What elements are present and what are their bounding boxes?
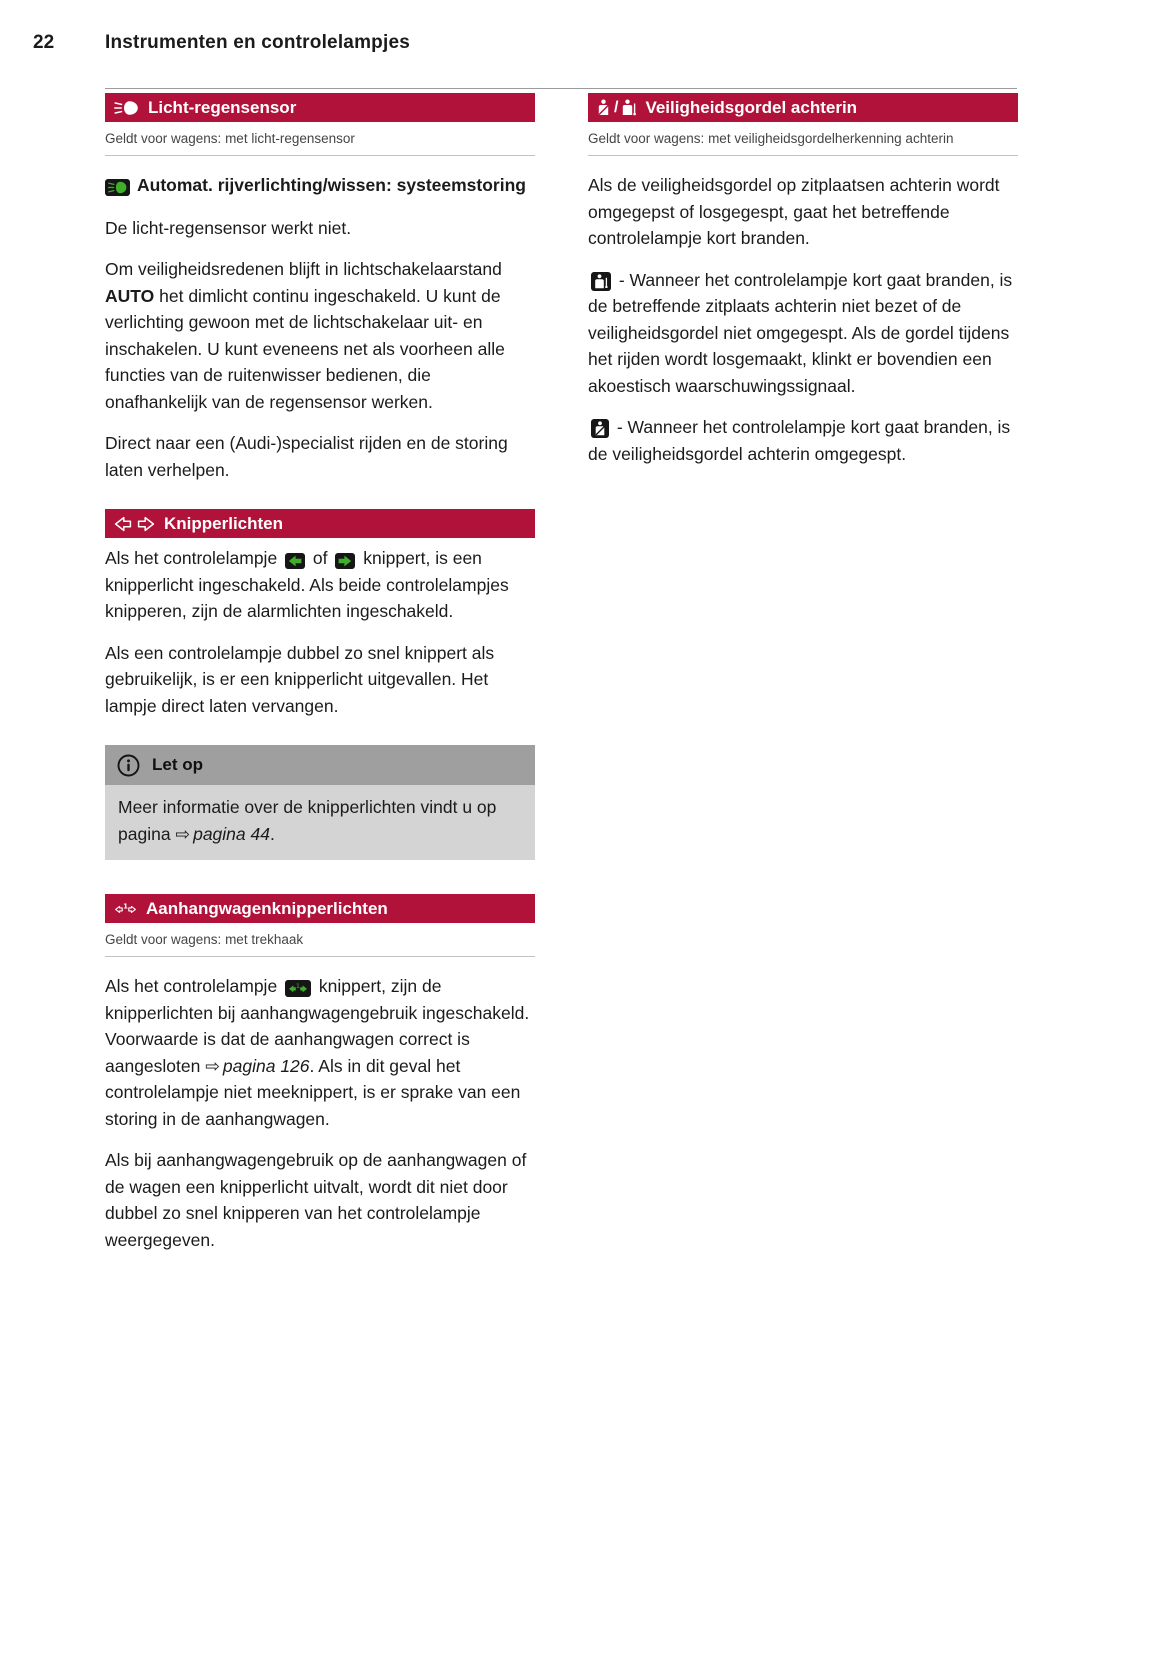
ref-arrow-icon: ⇨: [205, 1055, 220, 1076]
section-title: Licht-regensensor: [148, 97, 297, 117]
text-run: . Als in dit geval het controlelampje niet meeknippert, is er sprake van een storing in de aanhangwagen.: [105, 1055, 521, 1129]
text-run: of: [308, 548, 333, 568]
paragraph: [105, 545, 535, 625]
paragraph: [105, 215, 535, 242]
column-left: [105, 93, 535, 1279]
text-run: Als een controlelampje dubbel zo snel knippert als gebruikelijk, is er een knipperlicht uitgevallen. Het lampje direct laten vervangen.: [105, 642, 495, 716]
text-run: De licht-regensensor werkt niet.: [105, 217, 352, 238]
text-run: Automat. rijverlichting/wissen: systeemstoring: [137, 175, 526, 195]
info-icon: [117, 754, 140, 777]
section-title: Veiligheidsgordel achterin: [645, 97, 858, 117]
auto-light-wiper-icon: [105, 179, 130, 196]
section-title: Aanhangwagenknipperlichten: [146, 898, 388, 918]
ref-text: pagina 44: [193, 823, 270, 844]
section-knipperlichten: [105, 509, 535, 719]
page-header: [0, 30, 1165, 58]
page-reference: [205, 1056, 309, 1076]
applies-to-note: Geldt voor wagens: met trekhaak: [105, 930, 535, 957]
paragraph: [105, 256, 535, 415]
section-header-bar: [105, 509, 535, 538]
trailer-turn-signal-small-icon: [114, 902, 137, 916]
text-run: Als de veiligheidsgordel op zitplaatsen achterin wordt omgegepst of losgegespt, gaat het betreffende controlelampje kort branden.: [588, 175, 1000, 248]
applies-to-note: Geldt voor wagens: met veiligheidsgordelherkenning achterin: [588, 129, 1018, 156]
note-body: [105, 785, 535, 860]
icon-separator: /: [614, 98, 619, 116]
text-run: het dimlicht continu ingeschakeld. U kunt de verlichting gewoon met de lichtschakelaar uit- en inschakelen. U kunt eveneens net als voorheen alle functies van de ruitenwisser bedienen, die onafhankelijk van de regensensor werken.: [105, 285, 505, 412]
trailer-indicator-icon: [285, 980, 311, 997]
text-run: Als het controlelampje: [105, 548, 283, 568]
indicator-right-icon: [335, 553, 355, 569]
bold-text: AUTO: [105, 285, 155, 306]
header-rule: [105, 88, 1017, 89]
paragraph: [105, 430, 535, 483]
section-aanhangwagenknipperlichten: [105, 894, 535, 1253]
text-run: Meer informatie over de knipperlichten vindt u op pagina: [118, 797, 497, 844]
column-right: [588, 93, 1018, 493]
light-rain-sensor-icon: [114, 100, 139, 116]
turn-left-outline-icon: [114, 516, 132, 532]
text-run: knippert, zijn de knipperlichten bij aanhangwagengebruik ingeschakeld. Voorwaarde is dat de aanhangwagen correct is aangesloten: [105, 976, 530, 1076]
note-title: Let op: [152, 755, 203, 774]
section-title: Knipperlichten: [164, 513, 284, 533]
indicator-left-icon: [285, 553, 305, 569]
belt-unfastened-ind-icon: [591, 272, 611, 291]
svg-text:1: 1: [295, 982, 301, 990]
belt-fastened-ind-icon: [591, 419, 609, 438]
text-run: Als het controlelampje: [105, 976, 283, 996]
paragraph: [588, 172, 1018, 252]
section-header-bar: [588, 93, 1018, 122]
ref-text: pagina 126: [222, 1055, 310, 1076]
text-run: Om veiligheidsredenen blijft in lichtschakelaarstand: [105, 259, 502, 279]
page-number: 22: [33, 32, 55, 53]
text-run: - Wanneer het controlelampje kort gaat branden, is de betreffende zitplaats achterin niet bezet of de veiligheidsgordel niet omgegespt. Als de gordel tijdens het rijden wordt losgemaakt, klinkt er bovendien een akoestisch waarschuwingssignaal.: [588, 269, 1013, 396]
belt-unfastened-hdr-icon: [622, 99, 636, 116]
section-licht-regensensor: [105, 93, 535, 483]
ref-arrow-icon: ⇨: [175, 823, 191, 844]
text-run: .: [269, 823, 275, 844]
note-header: [105, 745, 535, 785]
subsection-heading: [105, 172, 535, 199]
section-header-bar: [105, 93, 535, 122]
paragraph: [588, 414, 1018, 467]
page-title: Instrumenten en controlelampjes: [105, 32, 410, 53]
applies-to-note: Geldt voor wagens: met licht-regensensor: [105, 129, 535, 156]
content: [105, 93, 1018, 1279]
paragraph: [588, 267, 1018, 400]
turn-right-outline-icon: [137, 516, 155, 532]
note-box: [105, 745, 535, 860]
section-header-bar: [105, 894, 535, 923]
text-run: Als bij aanhangwagengebruik op de aanhangwagen of de wagen een knipperlicht uitvalt, wordt dit niet door dubbel zo snel knipperen van het controlelampje weergegeven.: [105, 1150, 527, 1250]
section-veiligheidsgordel-achterin: [588, 93, 1018, 467]
text-run: - Wanneer het controlelampje kort gaat branden, is de veiligheidsgordel achterin omgegespt.: [588, 417, 1011, 464]
belt-fastened-hdr-icon: [597, 99, 610, 116]
text-run: Direct naar een (Audi-)specialist rijden en de storing laten verhelpen.: [105, 433, 508, 480]
paragraph: [105, 640, 535, 720]
paragraph: [105, 973, 535, 1132]
page-reference: [175, 824, 270, 844]
text-run: knippert, is een knipperlicht ingeschakeld. Als beide controlelampjes knipperen, zijn de alarmlichten ingeschakeld.: [105, 548, 509, 621]
paragraph: [105, 1147, 535, 1253]
svg-text:1: 1: [123, 901, 128, 910]
